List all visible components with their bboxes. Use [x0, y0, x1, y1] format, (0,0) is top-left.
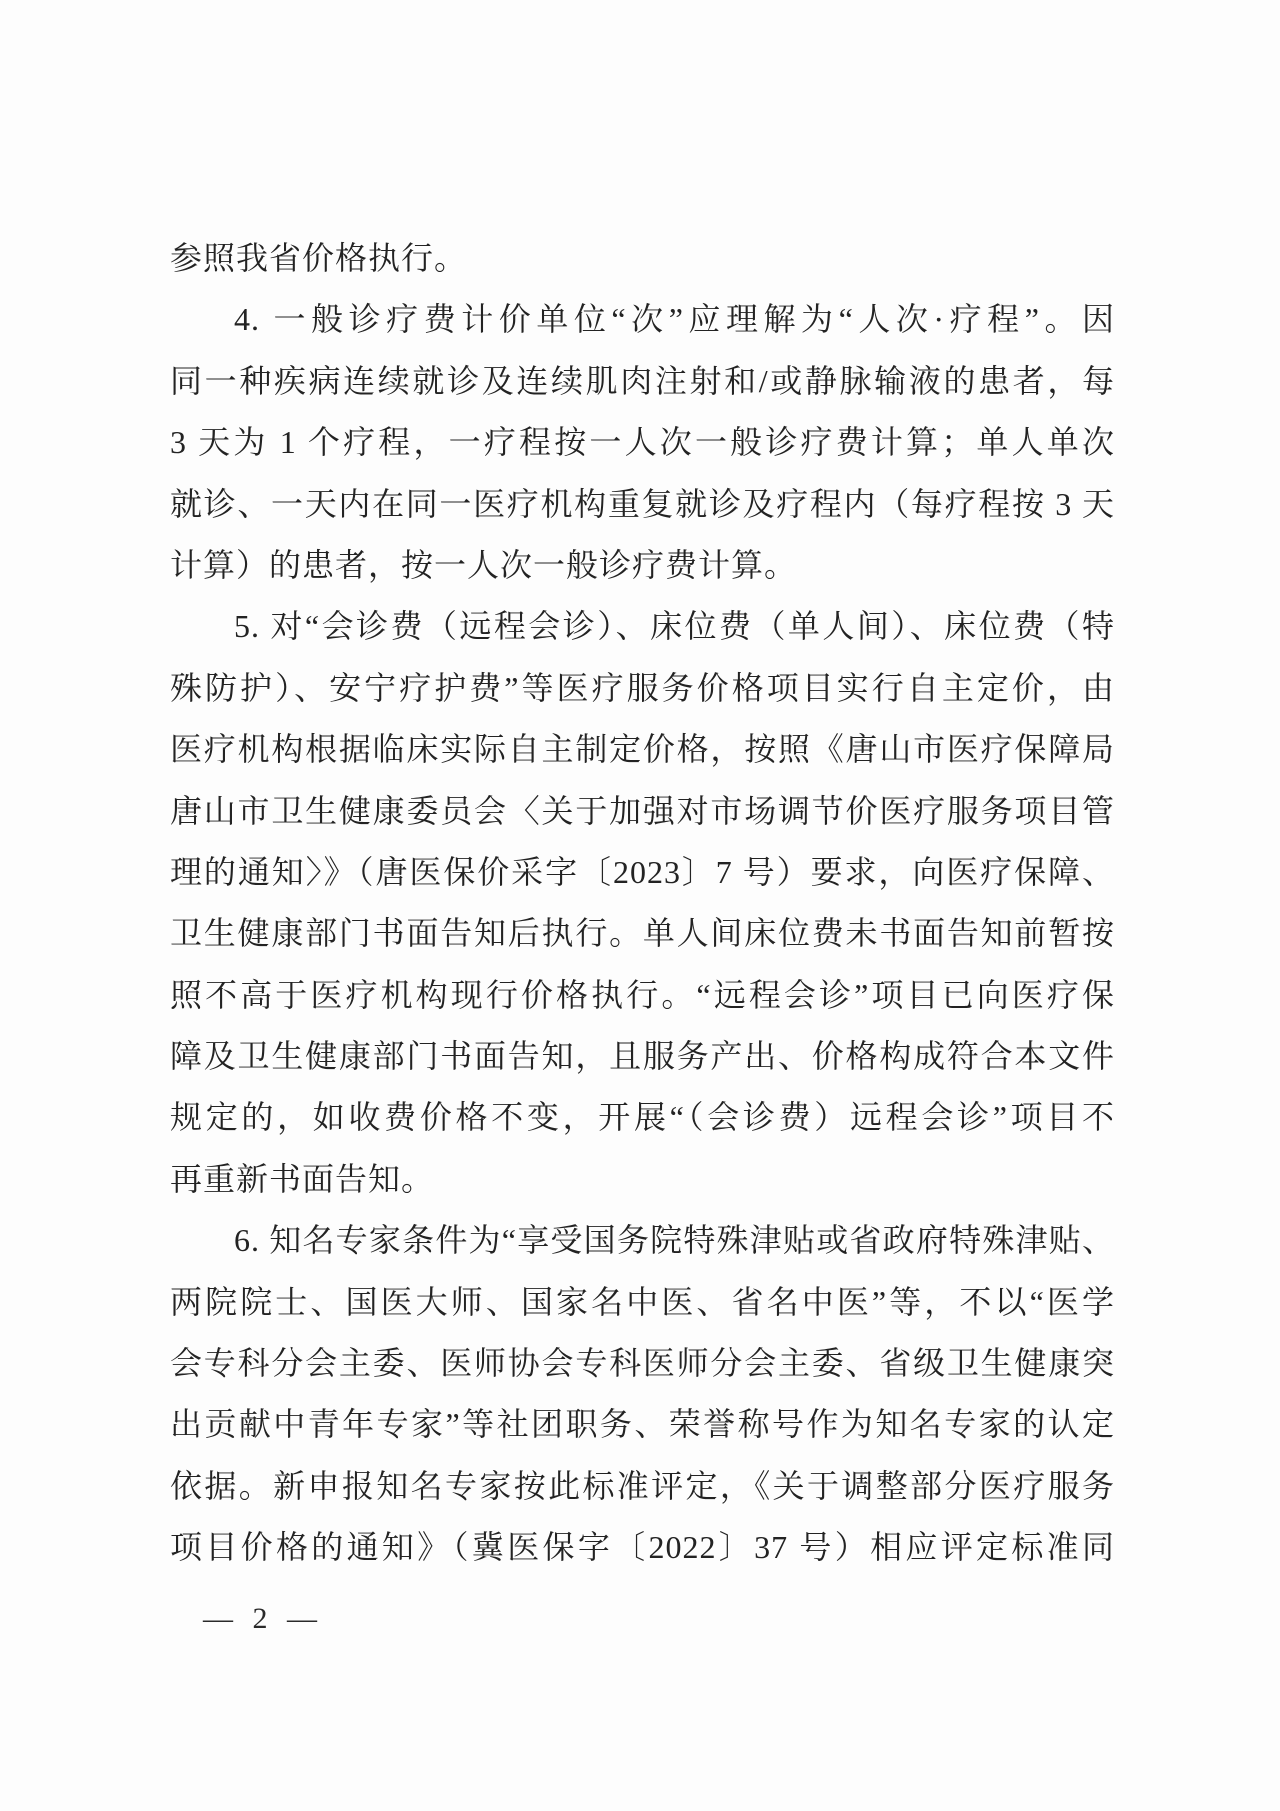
body-line: 计算）的患者，按一人次一般诊疗费计算。 [170, 546, 798, 583]
body-line: 会专科分会主委、医师协会专科医师分会主委、省级卫生健康突 [170, 1345, 1115, 1382]
body-line: 理的通知〉》（唐医保价采字〔2023〕7 号）要求，向医疗保障、 [170, 853, 1115, 890]
body-line: 规定的，如收费价格不变，开展“（会诊费）远程会诊”项目不 [170, 1099, 1115, 1136]
body-line: 再重新书面告知。 [170, 1160, 435, 1197]
body-line: 出贡献中青年专家”等社团职务、荣誉称号作为知名专家的认定 [170, 1406, 1115, 1443]
body-line: 就诊、一天内在同一医疗机构重复就诊及疗程内（每疗程按 3 天 [170, 485, 1115, 522]
body-line: 项目价格的通知》（冀医保字〔2022〕37 号）相应评定标准同 [170, 1529, 1115, 1566]
body-line: 卫生健康部门书面告知后执行。单人间床位费未书面告知前暂按 [170, 915, 1115, 952]
body-line: 医疗机构根据临床实际自主制定价格，按照《唐山市医疗保障局 [170, 731, 1115, 768]
body-line: 参照我省价格执行。 [170, 240, 468, 276]
body-line: 同一种疾病连续就诊及连续肌肉注射和/或静脉输液的患者，每 [170, 362, 1115, 399]
body-line: 3 天为 1 个疗程，一疗程按一人次一般诊疗费计算；单人单次 [170, 424, 1115, 461]
body-line-paragraph-start: 6. 知名专家条件为“享受国务院特殊津贴或省政府特殊津贴、 [234, 1222, 1115, 1259]
body-line-paragraph-start: 5. 对“会诊费（远程会诊）、床位费（单人间）、床位费（特 [234, 608, 1115, 645]
page-number: — 2 — [203, 1602, 323, 1635]
body-line: 依据。新申报知名专家按此标准评定，《关于调整部分医疗服务 [170, 1467, 1115, 1504]
body-line: 两院院士、国医大师、国家名中医、省名中医”等，不以“医学 [170, 1283, 1115, 1320]
body-line-paragraph-start: 4. 一般诊疗费计价单位“次”应理解为“人次·疗程”。因 [234, 301, 1115, 338]
body-line: 殊防护）、安宁疗护费”等医疗服务价格项目实行自主定价，由 [170, 669, 1115, 706]
body-line: 唐山市卫生健康委员会〈关于加强对市场调节价医疗服务项目管 [170, 792, 1115, 829]
body-text-block [170, 228, 1115, 1579]
body-line: 照不高于医疗机构现行价格执行。“远程会诊”项目已向医疗保 [170, 976, 1115, 1013]
body-line: 障及卫生健康部门书面告知，且服务产出、价格构成符合本文件 [170, 1038, 1115, 1075]
